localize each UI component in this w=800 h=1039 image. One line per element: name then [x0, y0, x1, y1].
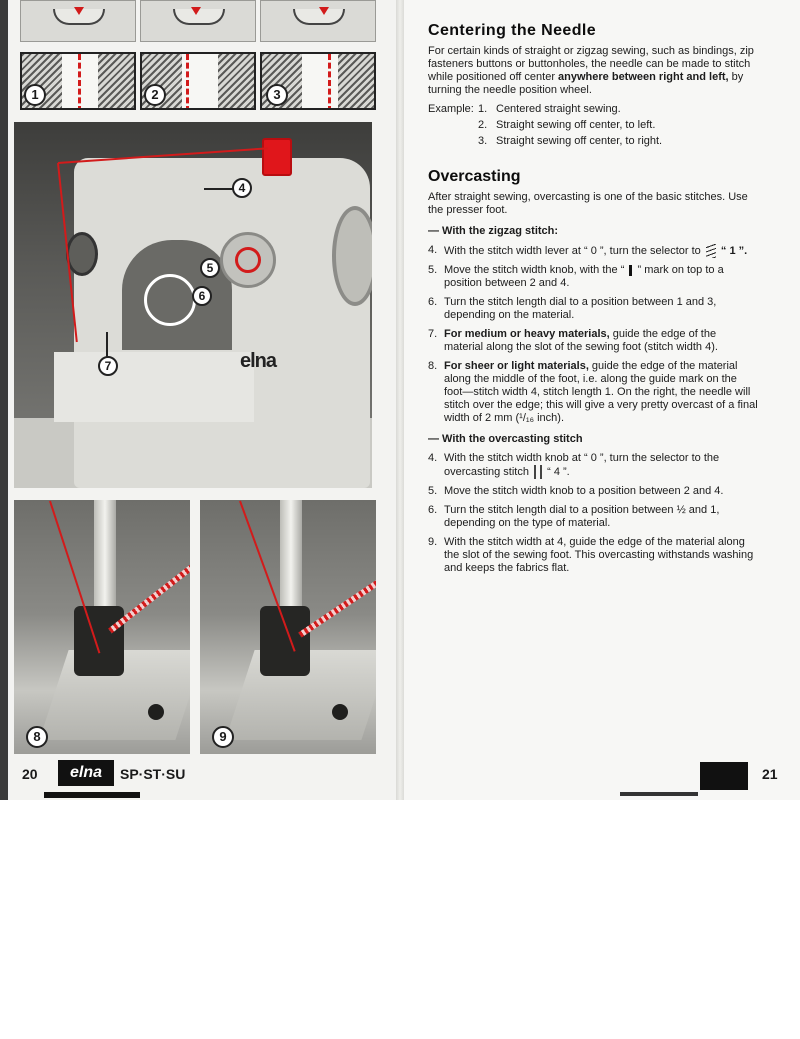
step-number: 5.	[428, 485, 438, 497]
callout-line	[204, 188, 234, 190]
example-number: 3.	[478, 135, 488, 147]
dial-illustration-1	[20, 0, 136, 42]
diagram-number-2: 2	[144, 84, 166, 106]
photo-number-9: 9	[212, 726, 234, 748]
overcast-stitch-icon	[534, 465, 542, 479]
example-number: 2.	[478, 119, 488, 131]
page-number-left: 20	[22, 766, 38, 782]
step-number: 8.	[428, 360, 438, 372]
step-item	[428, 296, 758, 322]
step-item	[428, 504, 758, 530]
section-title-centering: Centering the Needle	[428, 22, 597, 39]
callout-7: 7	[98, 356, 118, 376]
stitch-width-knob	[220, 232, 276, 288]
callout-5: 5	[200, 258, 220, 278]
page-number-right: 21	[762, 766, 778, 782]
step-number: 4.	[428, 452, 438, 464]
diagram-number-3: 3	[266, 84, 288, 106]
step-text	[444, 360, 758, 425]
step-text-part: guide the edge of the material along the slot of the sewing foot (stitch width 4).	[444, 328, 718, 353]
example-label: Example:	[428, 103, 474, 115]
stitch-line	[328, 54, 331, 110]
step-text: Turn the stitch length dial to a position between ½ and 1, depending on the type of material.	[444, 504, 720, 529]
step-text	[444, 452, 758, 479]
intro-text-end: by turning the needle position wheel.	[428, 71, 744, 96]
dial-marker-icon	[191, 7, 201, 15]
step-item	[428, 360, 758, 425]
thread-spool-icon	[262, 138, 292, 176]
step-emphasis: For medium or heavy materials,	[444, 328, 610, 340]
step-number: 7.	[428, 328, 438, 340]
step-number: 6.	[428, 504, 438, 516]
intro-text: For certain kinds of straight or zigzag sewing, such as bindings, zip fasteners buttons or buttonholes, the needle can be made to stitch while positioned off center	[428, 45, 754, 83]
example-text: Straight sewing off center, to left.	[496, 119, 656, 131]
step-text-part: With the stitch width knob at “ 0 ”, turn the selector to the overcasting stitch	[444, 452, 720, 478]
step-emphasis: For sheer or light materials,	[444, 360, 589, 372]
page-edge	[0, 0, 8, 800]
step-number: 9.	[428, 536, 438, 548]
footer-bar	[44, 792, 140, 798]
example-text: Straight sewing off center, to right.	[496, 135, 663, 147]
example-list	[428, 103, 758, 148]
footer-block	[700, 762, 748, 790]
step-text	[444, 328, 758, 354]
highlight-circle	[144, 274, 196, 326]
step-item	[428, 244, 758, 258]
presser-foot-photo-8	[14, 500, 190, 754]
step-text-part: guide the edge of the material along the middle of the foot, i.e. along the guide mark on the foot—stitch width 4, stitch length 1. On the right, the needle will stitch over the edge; this will give a very pretty overcast of a final width of 2 mm (¹/₁₆ inch).	[444, 360, 758, 424]
zigzag-stitch-line	[298, 577, 376, 638]
bar-mark-icon	[629, 265, 632, 276]
step-text	[444, 244, 758, 258]
zigzag-heading: — With the zigzag stitch:	[428, 225, 559, 237]
step-text-part: With the stitch width lever at “ 0 ”, turn the selector to	[444, 244, 704, 257]
step-number: 6.	[428, 296, 438, 308]
right-page-text	[428, 24, 758, 581]
book-gutter	[396, 0, 404, 800]
tension-dial-icon	[66, 232, 98, 276]
section-title-overcasting: Overcasting	[428, 168, 521, 185]
handwheel-icon	[332, 206, 372, 306]
knob-ring-icon	[235, 247, 261, 273]
callout-line	[106, 332, 108, 358]
needle-bar	[94, 500, 116, 620]
callout-6: 6	[192, 286, 212, 306]
zigzag-stitch-line	[108, 561, 190, 633]
step-number: 4.	[428, 244, 438, 256]
fabric-band	[302, 54, 338, 110]
step-text: Turn the stitch length dial to a position between 1 and 3, depending on the material.	[444, 296, 717, 321]
step-item	[428, 328, 758, 354]
step-text-part: ” mark on top to a position between 2 and 4.	[444, 264, 724, 289]
model-names: SP·ST·SU	[120, 766, 186, 782]
step-text-part: “ 4 ”.	[544, 465, 570, 478]
diagram-number-1: 1	[24, 84, 46, 106]
plate-hole-icon	[148, 704, 164, 720]
example-number: 1.	[478, 103, 488, 115]
zigzag-stitch-icon	[706, 244, 716, 258]
step-item	[428, 485, 758, 498]
step-text	[444, 264, 758, 290]
centering-intro	[428, 45, 758, 97]
presser-foot-photo-9	[200, 500, 376, 754]
step-text-part: “ 1 ”.	[717, 244, 748, 257]
stitch-line	[186, 54, 189, 110]
dial-illustration-2	[140, 0, 256, 42]
overcasting-intro: After straight sewing, overcasting is one of the basic stitches. Use the presser foot.	[428, 191, 748, 216]
machine-brand-label: elna	[240, 350, 277, 372]
overcast-heading: — With the overcasting stitch	[428, 433, 583, 445]
stitch-line	[78, 54, 81, 110]
example-text: Centered straight sewing.	[496, 103, 621, 115]
machine-bed	[54, 352, 254, 422]
photo-number-8: 8	[26, 726, 48, 748]
step-text: Move the stitch width knob to a position between 2 and 4.	[444, 485, 724, 497]
step-number: 5.	[428, 264, 438, 276]
needle-bar	[280, 500, 302, 620]
step-text: With the stitch width at 4, guide the edge of the material along the slot of the sewing foot. This overcasting withstands washing and keeps the fabrics flat.	[444, 536, 754, 574]
step-item	[428, 452, 758, 479]
dial-illustration-3	[260, 0, 376, 42]
dial-marker-icon	[74, 7, 84, 15]
intro-emphasis: anywhere between right and left,	[558, 71, 729, 83]
step-text-part: Move the stitch width knob, with the “	[444, 264, 628, 276]
step-item	[428, 536, 758, 575]
plate-hole-icon	[332, 704, 348, 720]
presser-foot	[74, 606, 124, 676]
presser-foot	[260, 606, 310, 676]
step-item	[428, 264, 758, 290]
callout-4: 4	[232, 178, 252, 198]
brand-logo: elna	[58, 760, 114, 786]
footer-bar	[620, 792, 698, 796]
sewing-machine-photo	[14, 122, 372, 488]
dial-marker-icon	[319, 7, 329, 15]
